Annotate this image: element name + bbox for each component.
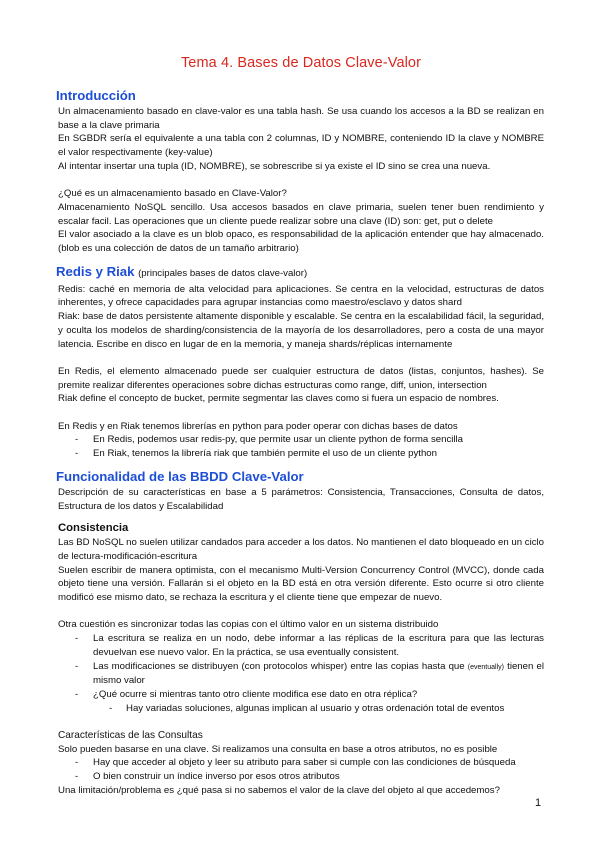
intro-paragraph-4: Almacenamiento NoSQL sencillo. Usa accesos basados en clave primaria, suelen tener buen rendimiento y escalar facil. Las operaciones que un cliente puede realizar sobre una clave (ID) son: get, put o delete	[58, 201, 544, 227]
redis-paragraph-4: Riak define el concepto de bucket, permite segmentar las claves como si fuera un espacio de nombres.	[58, 393, 499, 405]
heading-redis-riak-note: (principales bases de datos clave-valor)	[138, 267, 308, 279]
consist-paragraph-1: Las BD NoSQL no suelen utilizar candados para acceder a los datos. No mantienen el dato bloqueado en un ciclo de lectura-modificación-escritura	[58, 537, 545, 562]
page-number: 1	[535, 797, 542, 809]
intro-paragraph-2: En SGBDR sería el equivalente a una tabla con 2 columnas, ID y NOMBRE, conteniendo ID la clave y NOMBRE el valor respectivamente (key-value)	[58, 133, 544, 159]
redis-paragraph-3: En Redis, el elemento almacenado puede ser cualquier estructura de datos (listas, conjuntos, hashes). Se premite realizar diferentes operaciones sobre dichas estructuras como range, diff, union, intersection	[58, 365, 544, 391]
consist-paragraph-3: Otra cuestión es sincronizar todas las copias con el último valor en un sistema distribuido	[58, 619, 439, 631]
heading-introduccion: Introducción	[56, 88, 136, 103]
list-item: - La escritura se realiza en un nodo, debe informar a las réplicas de la escritura para que las lecturas devuelvan ese nuevo valor. En la práctica, se usa eventually consistent.	[58, 632, 544, 659]
redis-paragraph-5: En Redis y en Riak tenemos librerías en python para poder operar con dichas bases de datos	[58, 420, 458, 432]
intro-question: ¿Qué es un almacenamiento basado en Clave-Valor?	[58, 188, 287, 200]
intro-paragraph-3: Al intentar insertar una tupla (ID, NOMBRE), se sobrescribe si ya existe el ID sino se crea una nueva.	[58, 160, 491, 172]
func-paragraph-1: Descripción de su características en base a 5 parámetros: Consistencia, Transacciones, Consulta de datos, Estructura de los datos y Escalabilidad	[58, 486, 544, 512]
redis-paragraph-2: Riak: base de datos persistente altamente disponible y escalable. Se centra en la escalabilidad fácil, la seguridad, y oculta los modelos de sharding/consistencia de la mayoría de los desarrolladores, pero a costa de una mayor latencia. Escribe en disco en lugar de en la memoria, y maneja shards/réplicas internamente	[58, 311, 544, 350]
document-title: Tema 4. Bases de Datos Clave-Valor	[180, 55, 422, 71]
list-item: - En Redis, podemos usar redis-py, que permite usar un cliente python de forma sencilla	[58, 433, 544, 447]
queries-paragraph-2: Una limitación/problema es ¿qué pasa si no sabemos el valor de la clave del objeto al que accedemos?	[58, 784, 500, 796]
intro-paragraph-5: El valor asociado a la clave es un blob opaco, es responsabilidad de la aplicación entender que hay almacenado. (blob es una colección de datos de un tamaño arbitrario)	[58, 229, 544, 255]
list-item: - Hay variadas soluciones, algunas implican al usuario y otras ordenación total de eventos	[58, 702, 544, 716]
list-item: - En Riak, tenemos la librería riak que también permite el uso de un cliente python	[58, 447, 544, 461]
consist-paragraph-2: Suelen escribir de manera optimista, con el mecanismo Multi-Version Concurrency Control (MVCC), donde cada objeto tiene una versión. Fallarán si el objeto en la BD está en otra versión diferente. Esto ocurre si otro cliente modificó ese mismo dato, se rechaza la escritura y el cliente tiene que empezar de nuevo.	[58, 564, 544, 604]
heading-consistencia: Consistencia	[58, 522, 129, 535]
eventually-note: (eventually)	[467, 663, 504, 671]
list-item: - Hay que acceder al objeto y leer su atributo para saber si cumple con las condiciones de búsqueda	[58, 756, 544, 770]
queries-bullet-list	[58, 756, 544, 783]
heading-redis-riak	[56, 264, 544, 282]
heading-funcionalidad: Funcionalidad de las BBDD Clave-Valor	[56, 468, 304, 484]
consist-sub-list	[58, 702, 544, 716]
heading-redis-riak-text: Redis y Riak	[56, 263, 135, 279]
redis-bullet-list	[58, 433, 544, 460]
intro-paragraph-1: Un almacenamiento basado en clave-valor es una tabla hash. Se usa cuando los accesos a la BD se realizan en base a la clave primaria	[58, 106, 544, 131]
document-page	[58, 55, 544, 797]
heading-consultas: Características de las Consultas	[58, 730, 203, 742]
redis-paragraph-1: Redis: caché en memoria de alta velocidad para aplicaciones. Se centra en la velocidad, estructuras de datos inherentes, y ofrece capacidades para agrupar instancias como maestro/esclavo y datos shard	[58, 283, 544, 309]
list-item-text: tienen el mismo valor	[93, 660, 544, 687]
list-item	[58, 660, 544, 688]
list-item-text: Las modificaciones se distribuyen (con protocolos whisper) entre las copias hasta que	[93, 660, 465, 672]
list-item: - O bien construir un índice inverso por esos otros atributos	[58, 770, 544, 784]
list-item: - ¿Qué ocurre si mientras tanto otro cliente modifica ese dato en otra réplica?	[58, 688, 544, 702]
queries-paragraph-1: Solo pueden basarse en una clave. Si realizamos una consulta en base a otros atributos, no es posible	[58, 743, 498, 755]
consist-bullet-list	[58, 632, 544, 702]
